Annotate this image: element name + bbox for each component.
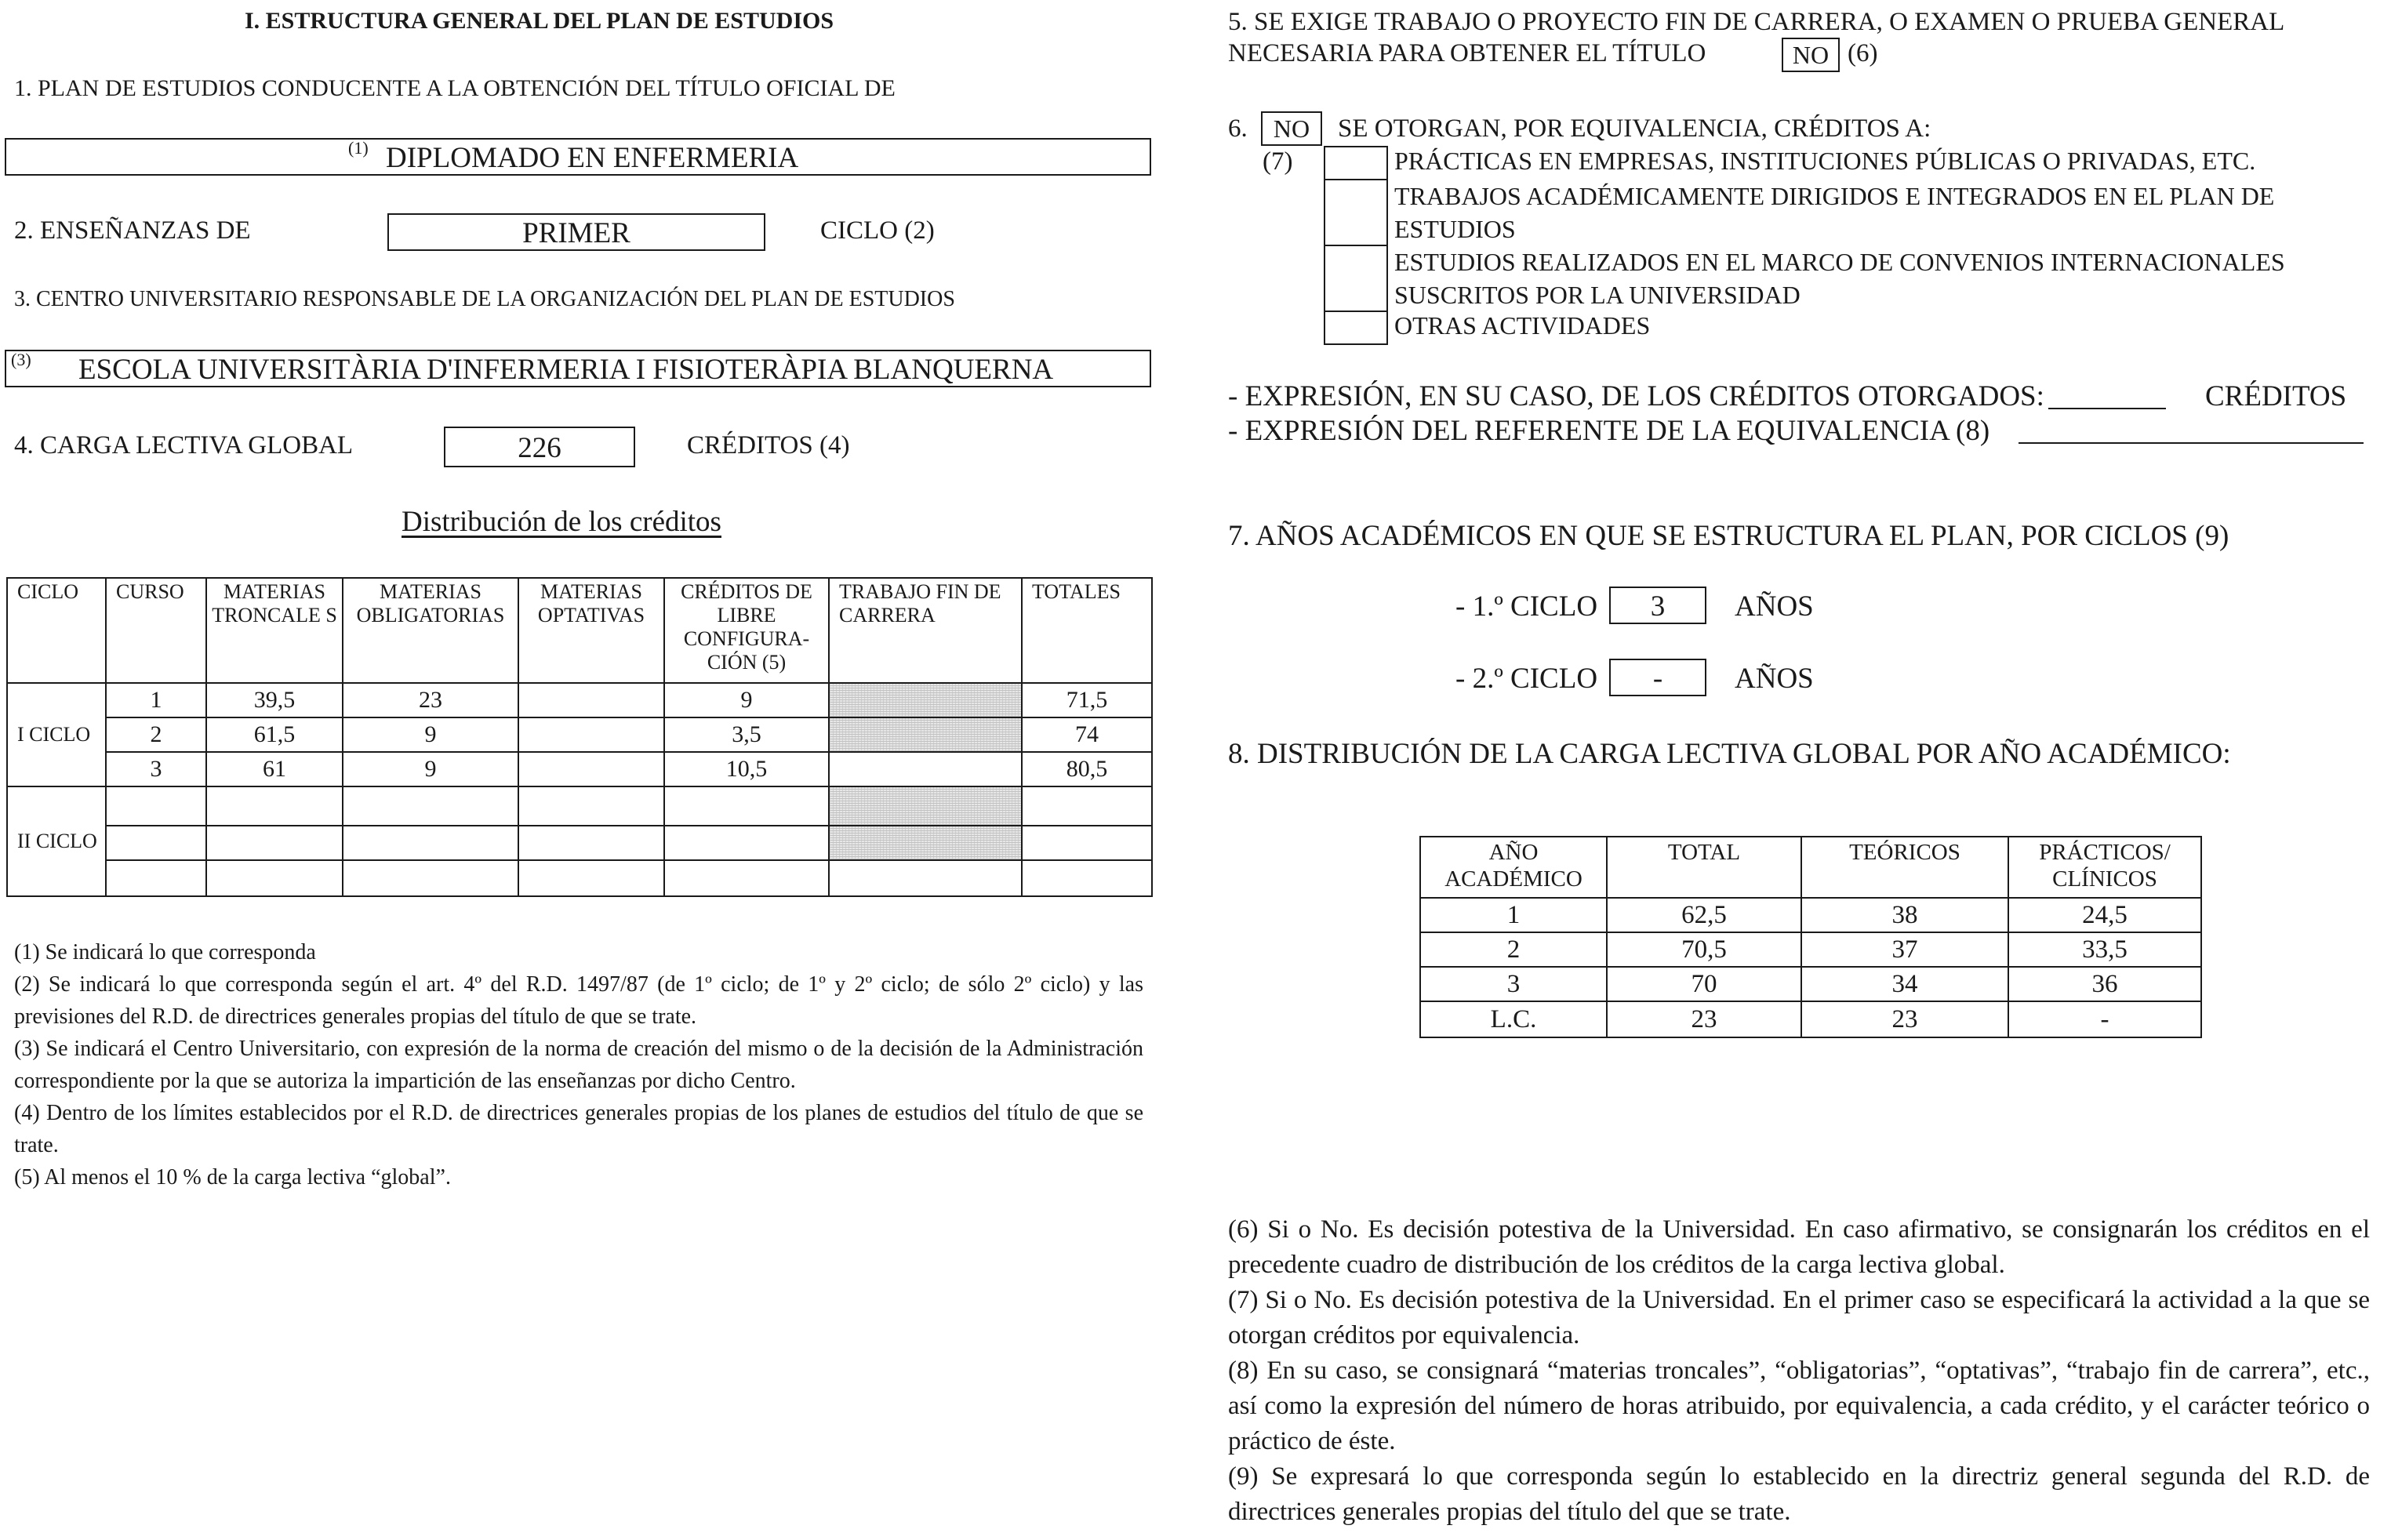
cell-optativas xyxy=(518,717,664,752)
cell-libre: 3,5 xyxy=(664,717,829,752)
cell-trabajo xyxy=(829,752,1022,786)
cell-empty xyxy=(1022,786,1152,826)
cell-empty xyxy=(343,786,518,826)
item-5-line-2: NECESARIA PARA OBTENER EL TÍTULO xyxy=(1228,39,1706,67)
cell-curso: 1 xyxy=(106,683,206,717)
item-4-suffix: CRÉDITOS (4) xyxy=(687,431,850,459)
cell-practicos: 33,5 xyxy=(2008,932,2201,967)
left-footnotes xyxy=(14,936,1143,1193)
option-2-line-1: TRABAJOS ACADÉMICAMENTE DIRIGIDOS E INTEGRADOS EN EL PLAN DE xyxy=(1394,182,2275,210)
item-5-line-1: 5. SE EXIGE TRABAJO O PROYECTO FIN DE CARRERA, O EXAMEN O PRUEBA GENERAL xyxy=(1228,8,2285,36)
cell-obligatorias: 9 xyxy=(343,717,518,752)
footnote: (2) Se indicará lo que corresponda según el art. 4º del R.D. 1497/87 (de 1º ciclo; de 1º y 2º ciclo; de sólo 2º ciclo) y las previsiones del R.D. de directrices generales propias del título de que se trate. xyxy=(14,972,1143,1029)
ciclo-1-value: 3 xyxy=(1650,590,1666,623)
item-6-ref: (7) xyxy=(1263,147,1293,176)
cell-empty xyxy=(1022,860,1152,896)
right-footnotes xyxy=(1228,1212,2370,1530)
expr-1-label: - EXPRESIÓN, EN SU CASO, DE LOS CRÉDITOS OTORGADOS: xyxy=(1228,380,2044,412)
cell-ano: 1 xyxy=(1420,898,1607,932)
cell-troncales: 61 xyxy=(206,752,343,786)
item-1-label: 1. PLAN DE ESTUDIOS CONDUCENTE A LA OBTENCIÓN DEL TÍTULO OFICIAL DE xyxy=(14,75,896,101)
th-ano: AÑO ACADÉMICO xyxy=(1420,837,1607,898)
expr-1-suffix: CRÉDITOS xyxy=(2205,380,2347,412)
cell-empty xyxy=(106,860,206,896)
cell-teoricos: 37 xyxy=(1801,932,2008,967)
cell-empty xyxy=(664,860,829,896)
th-ciclo: CICLO xyxy=(7,578,106,683)
footnote: (5) Al menos el 10 % de la carga lectiva “global”. xyxy=(14,1165,451,1190)
th-obligatorias: MATERIAS OBLIGATORIAS xyxy=(343,578,518,683)
table-row xyxy=(1420,898,2201,932)
cell-totales: 71,5 xyxy=(1022,683,1152,717)
table-row xyxy=(7,683,1152,717)
cell-optativas xyxy=(518,683,664,717)
footnote: (9) Se expresará lo que corresponda según lo establecido en la directriz general segunda del R.D. de directrices generales propias del título del que se trate. xyxy=(1228,1462,2370,1526)
footnote: (6) Si o No. Es decisión potestiva de la Universidad. En caso afirmativo, se consignarán los créditos en el precedente cuadro de distribución de los créditos de la carga lectiva global. xyxy=(1228,1215,2370,1279)
option-1-label: PRÁCTICAS EN EMPRESAS, INSTITUCIONES PÚBLICAS O PRIVADAS, ETC. xyxy=(1394,147,2256,175)
cell-optativas xyxy=(518,752,664,786)
footnote: (8) En su caso, se consignará “materias troncales”, “obligatorias”, “optativas”, “trabajo fin de carrera”, etc., así como la expresión del número de horas atribuido, por equivalencia, a cada crédito, y el carácter teórico o práctico de éste. xyxy=(1228,1357,2370,1455)
item-6-title: SE OTORGAN, POR EQUIVALENCIA, CRÉDITOS A: xyxy=(1338,114,1931,143)
cell-empty xyxy=(829,860,1022,896)
cell-practicos: - xyxy=(2008,1001,2201,1037)
table-row xyxy=(1420,1001,2201,1037)
titulo-value: DIPLOMADO EN ENFERMERIA xyxy=(386,142,799,174)
cell-obligatorias: 23 xyxy=(343,683,518,717)
cell-empty xyxy=(518,860,664,896)
cell-empty xyxy=(206,826,343,860)
option-3-line-1: ESTUDIOS REALIZADOS EN EL MARCO DE CONVENIOS INTERNACIONALES xyxy=(1394,248,2285,276)
cell-empty xyxy=(106,786,206,826)
item-5-ref: (6) xyxy=(1848,39,1878,67)
cell-libre: 10,5 xyxy=(664,752,829,786)
item-2-suffix: CICLO (2) xyxy=(820,216,935,245)
expr-1-blank[interactable] xyxy=(2048,408,2166,409)
footnote: (3) Se indicará el Centro Universitario, con expresión de la norma de creación del mismo o de la decisión de la Administración correspondiente por la que se autoriza la impartición de las enseñanzas por dicho Centro. xyxy=(14,1037,1143,1093)
cell-empty xyxy=(206,860,343,896)
cell-totales: 74 xyxy=(1022,717,1152,752)
cell-practicos: 24,5 xyxy=(2008,898,2201,932)
cell-total: 70,5 xyxy=(1607,932,1801,967)
cell-empty xyxy=(518,786,664,826)
expr-2-label: - EXPRESIÓN DEL REFERENTE DE LA EQUIVALENCIA (8) xyxy=(1228,415,1990,447)
cell-totales: 80,5 xyxy=(1022,752,1152,786)
credits-distribution-table xyxy=(6,577,1153,897)
cell-empty xyxy=(829,826,1022,860)
centro-ref: (3) xyxy=(11,350,31,369)
item-8-label: 8. DISTRIBUCIÓN DE LA CARGA LECTIVA GLOBAL POR AÑO ACADÉMICO: xyxy=(1228,738,2231,770)
expr-2-blank[interactable] xyxy=(2019,442,2364,444)
th-troncales: MATERIAS TRONCALE S xyxy=(206,578,343,683)
ensenanzas-value: PRIMER xyxy=(522,217,630,249)
item-5-value: NO xyxy=(1792,41,1830,69)
ciclo-2-value: - xyxy=(1652,663,1663,695)
item-3-label: 3. CENTRO UNIVERSITARIO RESPONSABLE DE LA ORGANIZACIÓN DEL PLAN DE ESTUDIOS xyxy=(14,287,955,311)
cell-empty xyxy=(343,826,518,860)
cell-empty xyxy=(1022,826,1152,860)
equivalence-options xyxy=(1324,146,2375,345)
table-row xyxy=(7,826,1152,860)
table-row xyxy=(7,786,1152,826)
cell-troncales: 61,5 xyxy=(206,717,343,752)
th-trabajo: TRABAJO FIN DE CARRERA xyxy=(829,578,1022,683)
centro-value: ESCOLA UNIVERSITÀRIA D'INFERMERIA I FISIOTERÀPIA BLANQUERNA xyxy=(78,354,1054,386)
option-2-line-2: ESTUDIOS xyxy=(1394,215,1516,243)
cell-total: 23 xyxy=(1607,1001,1801,1037)
item-4-label: 4. CARGA LECTIVA GLOBAL xyxy=(14,431,354,459)
annual-load-table xyxy=(1419,836,2202,1038)
cell-ano: 2 xyxy=(1420,932,1607,967)
cell-teoricos: 23 xyxy=(1801,1001,2008,1037)
cell-curso: 3 xyxy=(106,752,206,786)
cell-empty xyxy=(106,826,206,860)
table-row xyxy=(7,860,1152,896)
footnote: (4) Dentro de los límites establecidos por el R.D. de directrices generales propias de los planes de estudios del título de que se trate. xyxy=(14,1101,1143,1157)
th-total: TOTAL xyxy=(1607,837,1801,898)
cell-trabajo xyxy=(829,683,1022,717)
cell-teoricos: 34 xyxy=(1801,967,2008,1001)
th-practicos: PRÁCTICOS/ CLÍNICOS xyxy=(2008,837,2201,898)
table-row xyxy=(1420,932,2201,967)
section-heading: I. ESTRUCTURA GENERAL DEL PLAN DE ESTUDIOS xyxy=(245,8,834,34)
cell-empty xyxy=(206,786,343,826)
th-optativas: MATERIAS OPTATIVAS xyxy=(518,578,664,683)
titulo-ref: (1) xyxy=(348,138,369,158)
option-2-label xyxy=(1387,180,2374,245)
option-3-label xyxy=(1387,245,2374,311)
cell-obligatorias: 9 xyxy=(343,752,518,786)
th-totales: TOTALES xyxy=(1022,578,1152,683)
th-curso: CURSO xyxy=(106,578,206,683)
cell-total: 70 xyxy=(1607,967,1801,1001)
cell-libre: 9 xyxy=(664,683,829,717)
ciclo-i-label: I CICLO xyxy=(7,683,106,786)
ciclo-1-label: - 1.º CICLO xyxy=(1455,590,1598,623)
item-6-num: 6. xyxy=(1228,114,1248,143)
table-row xyxy=(7,752,1152,786)
option-3-line-2: SUSCRITOS POR LA UNIVERSIDAD xyxy=(1394,281,1801,309)
cell-ano: L.C. xyxy=(1420,1001,1607,1037)
cell-empty xyxy=(518,826,664,860)
cell-practicos: 36 xyxy=(2008,967,2201,1001)
option-4-checkbox[interactable] xyxy=(1324,311,1387,344)
item-2-label: 2. ENSEÑANZAS DE xyxy=(14,216,251,245)
cell-empty xyxy=(664,826,829,860)
option-4-label: OTRAS ACTIVIDADES xyxy=(1394,311,1651,340)
cell-troncales: 39,5 xyxy=(206,683,343,717)
cell-empty xyxy=(829,786,1022,826)
ciclo-ii-label: II CICLO xyxy=(7,786,106,896)
th-libre: CRÉDITOS DE LIBRE CONFIGURA- CIÓN (5) xyxy=(664,578,829,683)
cell-curso: 2 xyxy=(106,717,206,752)
cell-trabajo xyxy=(829,717,1022,752)
cell-empty xyxy=(664,786,829,826)
ciclo-2-anos: AÑOS xyxy=(1735,663,1814,695)
table-row xyxy=(1420,967,2201,1001)
table-row xyxy=(7,717,1152,752)
cell-empty xyxy=(343,860,518,896)
option-2-checkbox[interactable] xyxy=(1324,180,1387,245)
th-teoricos: TEÓRICOS xyxy=(1801,837,2008,898)
carga-value: 226 xyxy=(518,432,561,464)
footnote: (1) Se indicará lo que corresponda xyxy=(14,940,316,964)
footnote: (7) Si o No. Es decisión potestiva de la Universidad. En el primer caso se especificará la actividad a la que se otorgan créditos por equivalencia. xyxy=(1228,1286,2370,1349)
ciclo-1-anos: AÑOS xyxy=(1735,590,1814,623)
distribution-title: Distribución de los créditos xyxy=(402,506,721,538)
cell-ano: 3 xyxy=(1420,967,1607,1001)
cell-teoricos: 38 xyxy=(1801,898,2008,932)
cell-total: 62,5 xyxy=(1607,898,1801,932)
option-1-checkbox[interactable] xyxy=(1324,147,1387,180)
item-6-value: NO xyxy=(1273,114,1310,143)
ciclo-2-label: - 2.º CICLO xyxy=(1455,663,1598,695)
item-7-label: 7. AÑOS ACADÉMICOS EN QUE SE ESTRUCTURA EL PLAN, POR CICLOS (9) xyxy=(1228,520,2229,552)
option-3-checkbox[interactable] xyxy=(1324,245,1387,311)
